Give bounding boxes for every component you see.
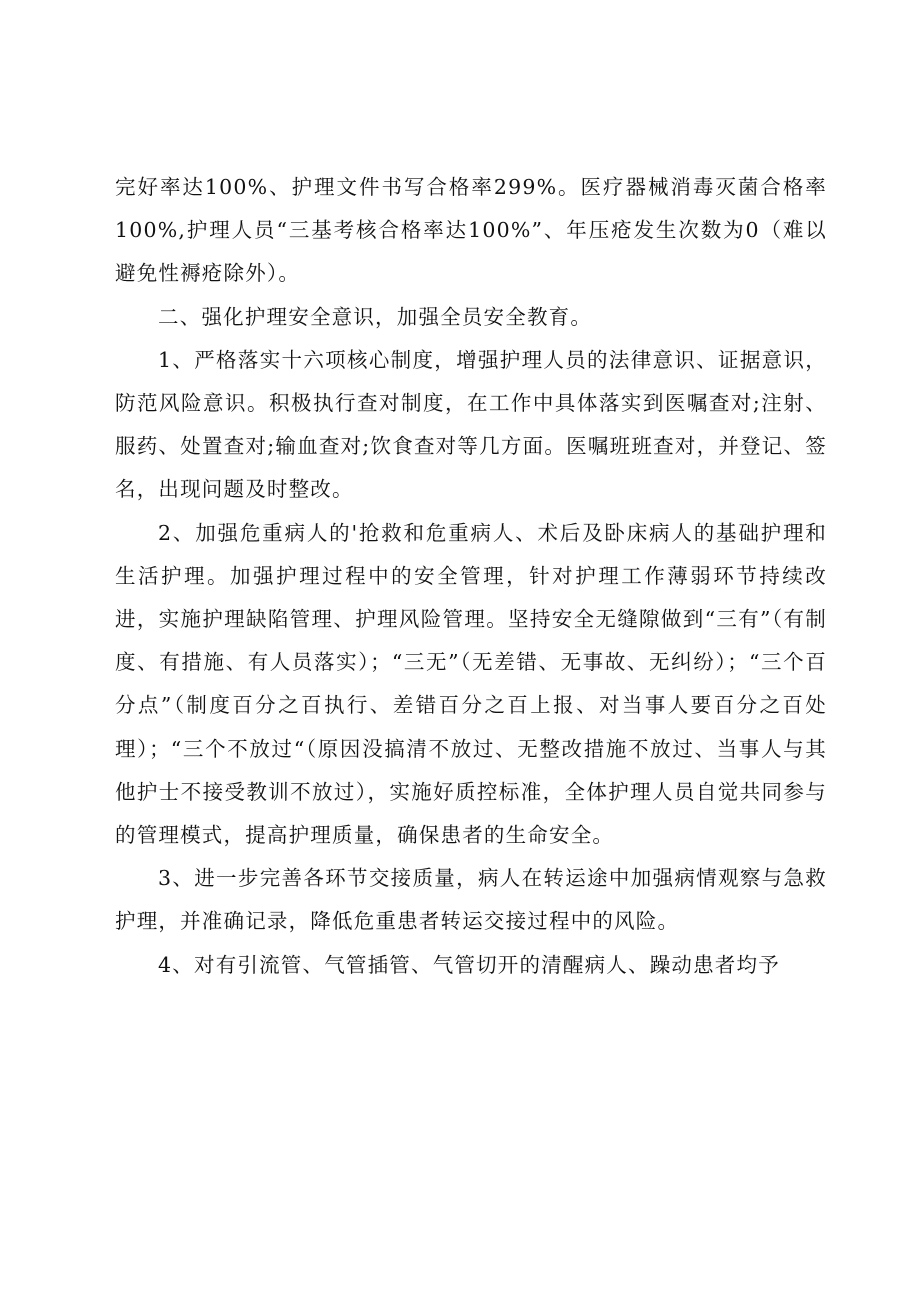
paragraph-item-2: 2、加强危重病人的'抢救和危重病人、术后及卧床病人的基础护理和生活护理。加强护理过程中的安全管理，针对护理工作薄弱环节持续改进，实施护理缺陷管理、护理风险管理。坚持安全无缝隙做到“三有”（有制度、有措施、有人员落实）；“三无”（无差错、无事故、无纠纷）；“三个百分点”（制度百分之百执行、差错百分之百上报、对当事人要百分之百处理）；“三个不放过“（原因没搞清不放过、无整改措施不放过、当事人与其他护士不接受教训不放过），实施好质控标准，全体护理人员自觉共同参与的管理模式，提高护理质量，确保患者的生命安全。 [115,520,827,848]
paragraph-item-1: 1、严格落实十六项核心制度，增强护理人员的法律意识、证据意识，防范风险意识。积极执行查对制度，在工作中具体落实到医嘱查对;注射、服药、处置查对;输血查对;饮食查对等几方面。医嘱班班查对，并登记、签名，出现问题及时整改。 [115,347,827,502]
section-heading: 二、强化护理安全意识，加强全员安全教育。 [158,304,593,329]
paragraph-item-4: 4、对有引流管、气管插管、气管切开的清醒病人、躁动患者均予 [158,952,780,977]
paragraph-intro-continued: 完好率达100%、护理文件书写合格率299%。医疗器械消毒灭菌合格率100%,护理人员“三基考核合格率达100%”、年压疮发生次数为0（难以避免性褥疮除外）。 [115,175,827,286]
document-body [115,166,827,987]
paragraph-item-3: 3、进一步完善各环节交接质量，病人在转运途中加强病情观察与急救护理，并准确记录，降低危重患者转运交接过程中的风险。 [115,866,827,934]
